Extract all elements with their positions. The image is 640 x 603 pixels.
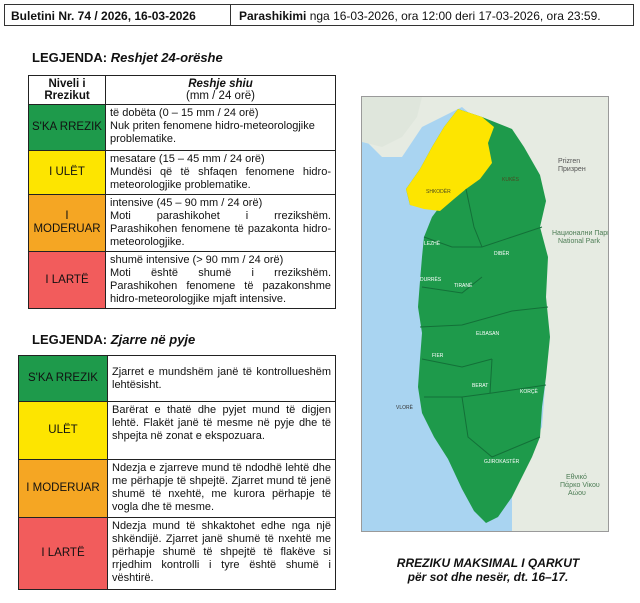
label-durres: DURRËS	[420, 277, 442, 283]
bulletin-header	[4, 4, 634, 26]
label-tirane: TIRANË	[454, 283, 473, 289]
desc-cell	[106, 195, 336, 252]
desc-title: të dobëta (0 – 15 mm / 24 orë)	[110, 107, 259, 119]
col-level-header: Niveli i Rrezikut	[29, 76, 106, 105]
table-row	[19, 460, 336, 518]
level-cell: S'KA RREZIK	[29, 105, 106, 151]
desc-cell	[106, 252, 336, 309]
table-row	[19, 356, 336, 402]
level-cell: I ULËT	[29, 151, 106, 195]
fire-legend-table	[18, 355, 336, 590]
level-cell: I LARTË	[19, 518, 108, 590]
table-row	[29, 195, 336, 252]
desc-cell: Ndezja mund të shkaktohet edhe nga një shkëndijë. Zjarret janë shumë të nxehtë me përhapje shumë të shpejtë të flakëve si rrjedhim kontrolli i tyre është shumë i vështirë.	[108, 518, 336, 590]
label-vlore: VLORË	[396, 405, 413, 411]
risk-map	[361, 96, 609, 532]
label-park: Национални Парк	[552, 230, 608, 237]
table-row	[29, 151, 336, 195]
desc-cell: Ndezja e zjarreve mund të ndodhë lehtë dhe me përhapje të shpejtë. Zjarret mund të jenë shumë të nxehtë, me kurora përhapje të vogla dhe të mesme.	[108, 460, 336, 518]
desc-cell: Zjarret e mundshëm janë të kontrollueshëm lehtësisht.	[108, 356, 336, 402]
desc-title: intensive (45 – 90 mm / 24 orë)	[110, 197, 263, 209]
label-gjirokaster: GJIROKASTËR	[484, 459, 520, 465]
label-shkoder: SHKODËR	[426, 189, 451, 195]
map-svg	[362, 97, 608, 531]
desc-cell	[106, 105, 336, 151]
desc-title: shumë intensive (> 90 mm / 24 orë)	[110, 254, 284, 266]
level-cell: I MODERUAR	[29, 195, 106, 252]
caption-line1: RREZIKU MAKSIMAL I QARKUT	[396, 556, 580, 570]
label-prizren: Prizren	[558, 158, 581, 165]
forecast-label: Parashikimi	[239, 9, 307, 23]
label-lezhe: LEZHË	[424, 241, 441, 247]
legend-fire-prefix: LEGJENDA:	[32, 332, 111, 347]
legend-fire-name: Zjarre në pyje	[110, 332, 196, 347]
forecast-period	[231, 5, 633, 25]
label-korce: KORÇË	[520, 389, 538, 395]
label-berat: BERAT	[472, 383, 489, 389]
label-elbasan: ELBASAN	[476, 331, 500, 337]
label-park-gr2: Πάρκο Vίκου	[560, 482, 600, 489]
forecast-range: nga 16-03-2026, ora 12:00 deri 17-03-2026, ora 23:59.	[306, 9, 601, 23]
col-desc-header	[106, 76, 336, 105]
desc-cell: Barërat e thatë dhe pyjet mund të digjen lehtë. Flakët janë të mesme në pyje dhe të shpejta në zonat e ekspozuara.	[108, 402, 336, 460]
level-cell: S'KA RREZIK	[19, 356, 108, 402]
label-diber: DIBËR	[494, 251, 510, 257]
legend-fire-title	[32, 332, 195, 347]
label-fier: FIER	[432, 353, 444, 359]
table-row	[29, 105, 336, 151]
legend-rain-name: Reshjet 24-orëshe	[110, 50, 223, 65]
desc-cell	[106, 151, 336, 195]
rain-legend-table	[28, 75, 336, 309]
col-desc-unit: (mm / 24 orë)	[185, 90, 255, 102]
legend-rain-title	[32, 50, 223, 65]
desc-text: Mundësi që të shfaqen fenomene hidro-meteorologjike problematike.	[110, 166, 331, 191]
table-row	[29, 252, 336, 309]
label-prizren-cyr: Призрен	[558, 166, 586, 173]
col-desc-title: Reshje shiu	[188, 78, 253, 90]
label-kukes: KUKËS	[502, 177, 519, 183]
label-park-gr: Εθνικό	[566, 474, 587, 481]
table-row	[19, 402, 336, 460]
legend-rain-prefix: LEGJENDA:	[32, 50, 111, 65]
level-cell: ULËT	[19, 402, 108, 460]
desc-text: Nuk priten fenomene hidro-meteorologjike problematike.	[110, 120, 315, 145]
level-cell: I LARTË	[29, 252, 106, 309]
label-park2: National Park	[558, 238, 601, 245]
map-caption	[358, 556, 618, 584]
table-row	[19, 518, 336, 590]
label-park-gr3: Αώου	[568, 490, 586, 497]
bulletin-number: Buletini Nr. 74 / 2026, 16-03-2026	[5, 5, 231, 25]
caption-line2: për sot dhe nesër, dt. 16–17.	[407, 570, 569, 584]
level-cell: I MODERUAR	[19, 460, 108, 518]
desc-title: mesatare (15 – 45 mm / 24 orë)	[110, 153, 265, 165]
desc-text: Moti është shumë i rrezikshëm. Parashikohen fenomene të pazakonshme hidro-meteorologjike mjaft intensive.	[110, 267, 331, 305]
desc-text: Moti parashikohet i rrezikshëm. Parashikohen fenomene të pazakonta hidro-meteorologjike.	[110, 210, 331, 248]
